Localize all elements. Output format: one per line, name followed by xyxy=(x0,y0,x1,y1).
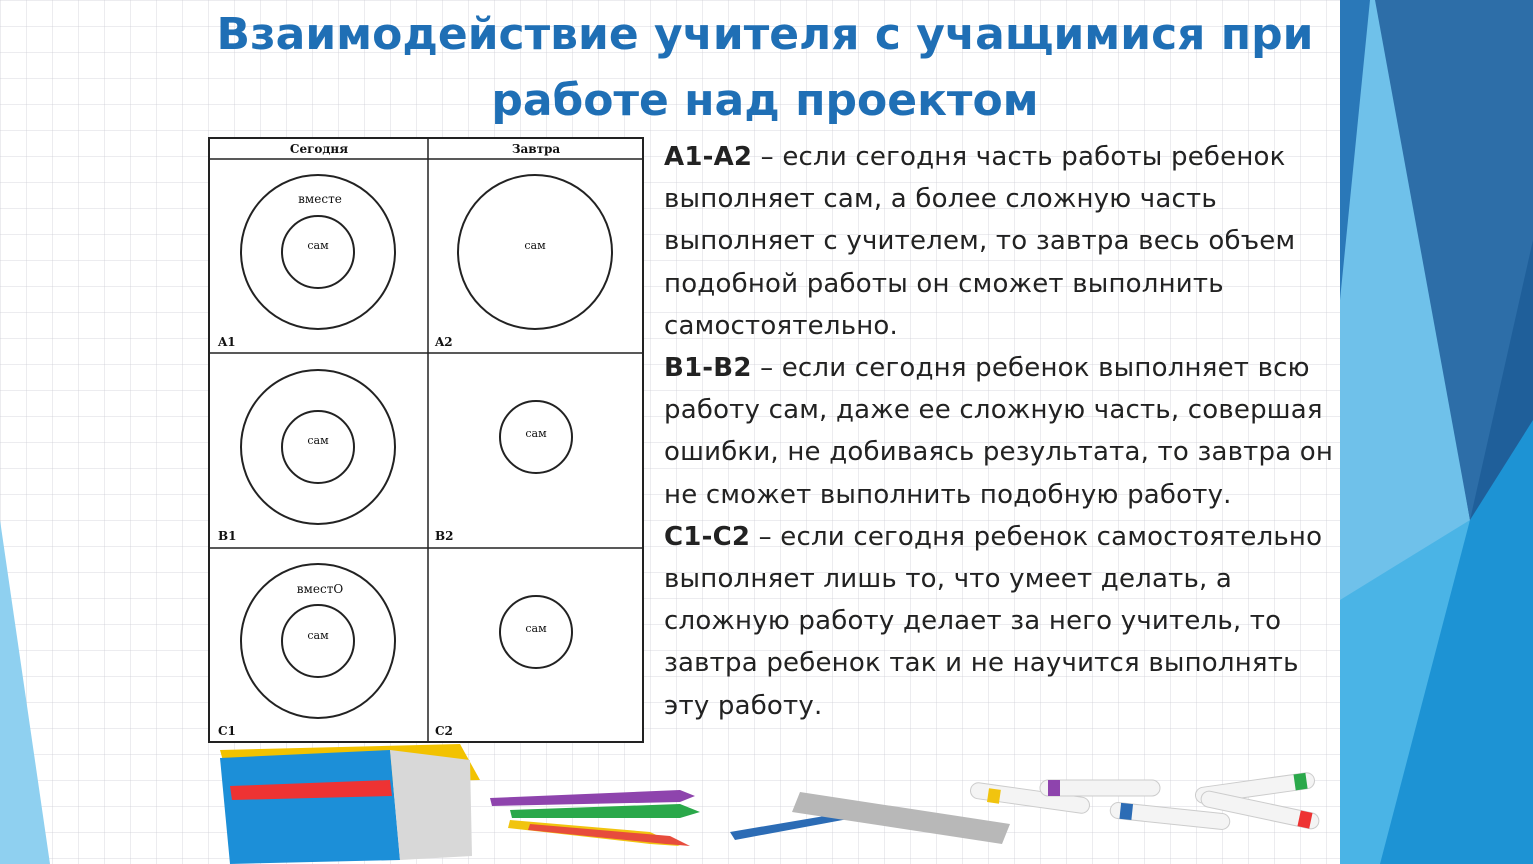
b2-cell-id: B2 xyxy=(435,529,454,543)
a1-inner-circle xyxy=(282,216,354,288)
a2-inner-label: сам xyxy=(524,239,546,252)
paragraph-a-text: – если сегодня часть работы ребенок выполняет сам, а более сложную часть выполняет с учителем, то завтра весь объем подобной работы он сможет выполнить самостоятельно. xyxy=(664,142,1296,341)
school-supplies-illustration xyxy=(210,740,1340,864)
b1-inner-label: сам xyxy=(307,434,329,447)
c1-cell-id: C1 xyxy=(218,724,236,738)
a2-circle xyxy=(458,175,612,329)
b1-cell-id: B1 xyxy=(218,529,237,543)
paragraph-a xyxy=(664,136,1344,347)
a1-cell-id: A1 xyxy=(218,335,236,349)
b2-inner-label: сам xyxy=(525,427,547,440)
paragraph-a-label: А1-А2 xyxy=(664,142,753,172)
a1-inner-label: сам xyxy=(307,239,329,252)
explanation-text xyxy=(664,136,1344,727)
a1-outer-label: вместе xyxy=(298,192,342,206)
pencil-icon xyxy=(490,790,695,806)
c2-cell-id: C2 xyxy=(435,724,453,738)
paragraph-c-text: – если сегодня ребенок самостоятельно выполняет лишь то, что умеет делать, а сложную работу делает за него учитель, то завтра ребенок так и не научится выполнять эту работу. xyxy=(664,521,1323,721)
paragraph-b-label: В1-В2 xyxy=(664,353,752,384)
header-tomorrow: Завтра xyxy=(511,142,561,156)
c2-inner-label: сам xyxy=(525,622,547,635)
slide-title: Взаимодействие учителя с учащимися при работе над проектом xyxy=(216,9,1314,126)
a2-cell-id: A2 xyxy=(435,335,453,349)
c1-inner-label: сам xyxy=(307,629,329,642)
c1-outer-label: вместО xyxy=(296,582,344,596)
paragraph-b-text: – если сегодня ребенок выполняет всю работу сам, даже ее сложную часть, совершая ошибки, не добиваясь результата, то завтра он не сможет выполнить подобную работу. xyxy=(664,353,1334,510)
b1-outer-circle xyxy=(241,370,395,524)
paragraph-c-label: С1-С2 xyxy=(664,521,751,552)
paragraph-b xyxy=(664,347,1344,516)
b1-inner-circle xyxy=(282,411,354,483)
header-today: Сегодня xyxy=(289,142,349,156)
interaction-diagram xyxy=(208,137,644,743)
paragraph-c xyxy=(664,516,1344,727)
